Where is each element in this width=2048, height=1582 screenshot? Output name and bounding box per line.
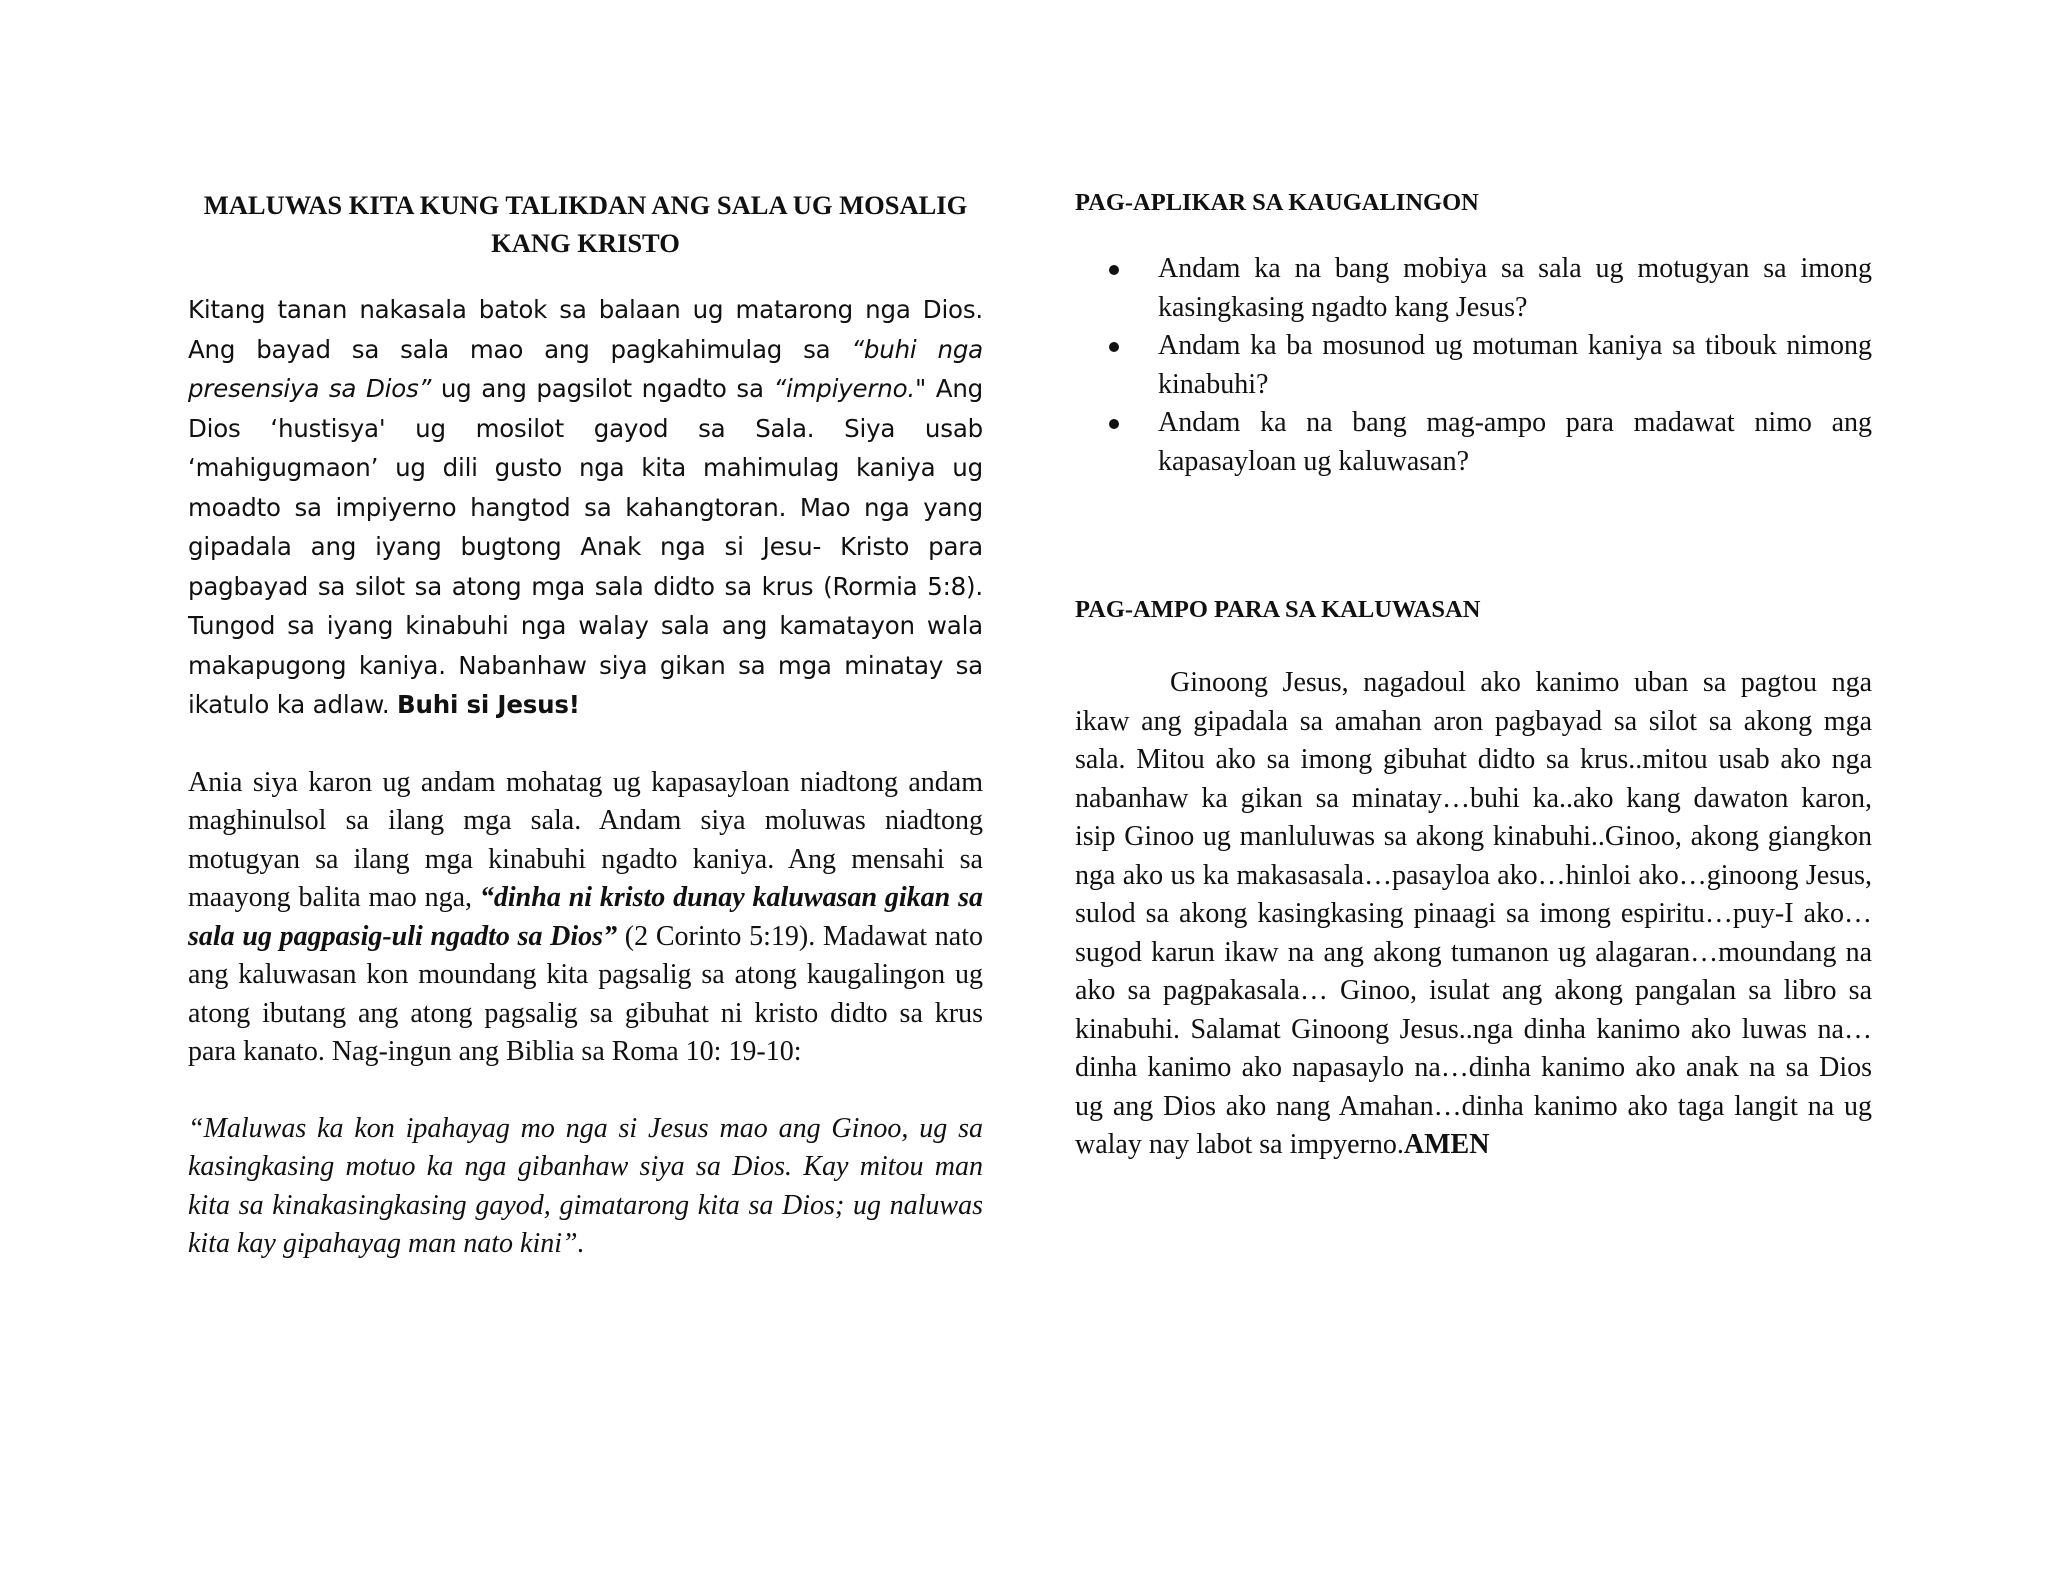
intro-italic-1: “buhi nga presensiya sa Dios” [188, 334, 983, 403]
message-paragraph [188, 764, 983, 1072]
right-column [1075, 186, 1872, 1165]
intro-paragraph [188, 290, 983, 725]
list-item-text: Andam ka na bang mobiya sa sala ug motugyan sa imong kasingkasing ngadto kang Jesus? [1158, 253, 1872, 323]
message-bold-italic: “dinha ni kristo dunay kaluwasan gikan sa sala ug pagpasig-uli ngadto sa Dios” [188, 882, 983, 952]
list-item-text: Andam ka na bang mag-ampo para madawat nimo ang kapasayloan ug kaluwasan? [1158, 407, 1872, 477]
intro-bold: Buhi si Jesus! [397, 690, 580, 719]
section-title-application: PAG-APLIKAR SA KAUGALINGON [1075, 189, 1479, 216]
prayer-text: Ginoong Jesus, nagadoul ako kanimo uban sa pagtou nga ikaw ang gipadala sa amahan aron pagbayad sa silot sa akong mga sala. Mitou ako sa imong gibuhat didto sa krus..mitou usab ako nga nabanhaw ka gikan sa minatay…buhi ka..ako kang dawaton karon, isip Ginoo ug manluluwas sa akong kinabuhi..Ginoo, akong giangkon nga ako us ka makasasala…pasayloa ako…hinloi ako…ginoong Jesus, sulod sa akong kasingkasing pinaagi sa imong espiritu…puy-I ako…sugod karun ikaw na ang akong tumanon ug alagaran…moundang na ako sa pagpakasala… Ginoo, isulat ang akong pangalan sa libro sa kinabuhi. Salamat Ginoong Jesus..nga dinha kanimo ako luwas na…dinha kanimo ako napasaylo na…dinha kanimo ako anak na sa Dios ug ang Dios ako nang Amahan…dinha kanimo ako taga langit na ug walay nay labot sa impyerno. [1075, 667, 1872, 1160]
application-questions-list [1075, 250, 1872, 481]
scripture-quote: “Maluwas ka kon ipahayag mo nga si Jesus mao ang Ginoo, ug sa kasingkasing motuo ka nga gibanhaw siya sa Dios. Kay mitou man kita sa kinakasingkasing gayod, gimatarong kita sa Dios; ug naluwas kita kay gipahayag man nato kini”. [188, 1112, 983, 1259]
message-text-1: Ania siya karon ug andam mohatag ug kapasayloan niadtong andam maghinulsol sa ilang mga sala. Andam siya moluwas niadtong motugyan sa ilang mga kinabuhi ngadto kaniya. Ang mensahi sa maayong balita mao nga, [188, 766, 983, 913]
page-title: MALUWAS KITA KUNG TALIKDAN ANG SALA UG MOSALIG KANG KRISTO [203, 190, 968, 258]
bullet-icon [1109, 342, 1119, 352]
list-item [1075, 404, 1872, 481]
left-column [188, 186, 983, 1302]
intro-text-2: ug ang pagsilot ngadto sa [431, 374, 774, 403]
list-item [1075, 250, 1872, 327]
message-text-2: (2 Corinto 5:19). Madawat nato ang kaluwasan kon moundang kita pagsalig sa atong kaugalingon ug atong ibutang ang atong pagsalig sa gibuhat ni kristo didto sa krus para kanato. Nag-ingun ang Biblia sa Roma 10: 19-10: [188, 920, 983, 1067]
list-item-text: Andam ka ba mosunod ug motuman kaniya sa tibouk nimong kinabuhi? [1158, 330, 1872, 400]
intro-italic-2: “impiyerno." [773, 374, 927, 403]
prayer-paragraph [1075, 664, 1872, 1165]
bullet-icon [1109, 419, 1119, 429]
intro-text-3: Ang Dios ‘hustisya' ug mosilot gayod sa Sala. Siya usab ‘mahigugmaon’ ug dili gusto nga kita mahimulag kaniya ug moadto sa impiyerno hangtod sa kahangtoran. Mao nga yang gipadala ang iyang bugtong Anak nga si Jesu- Kristo para pagbayad sa silot sa atong mga sala didto sa krus (Rormia 5:8). Tungod sa iyang kinabuhi nga walay sala ang kamatayon wala makapugong kaniya. Nabanhaw siya gikan sa mga minatay sa ikatulo ka adlaw. [188, 374, 984, 719]
list-item [1075, 327, 1872, 404]
bullet-icon [1109, 265, 1119, 275]
intro-text-1: Kitang tanan nakasala batok sa balaan ug matarong nga Dios. Ang bayad sa sala mao ang pagkahimulag sa [188, 295, 983, 364]
section-title-prayer: PAG-AMPO PARA SA KALUWASAN [1075, 596, 1481, 623]
prayer-amen: AMEN [1403, 1129, 1490, 1160]
